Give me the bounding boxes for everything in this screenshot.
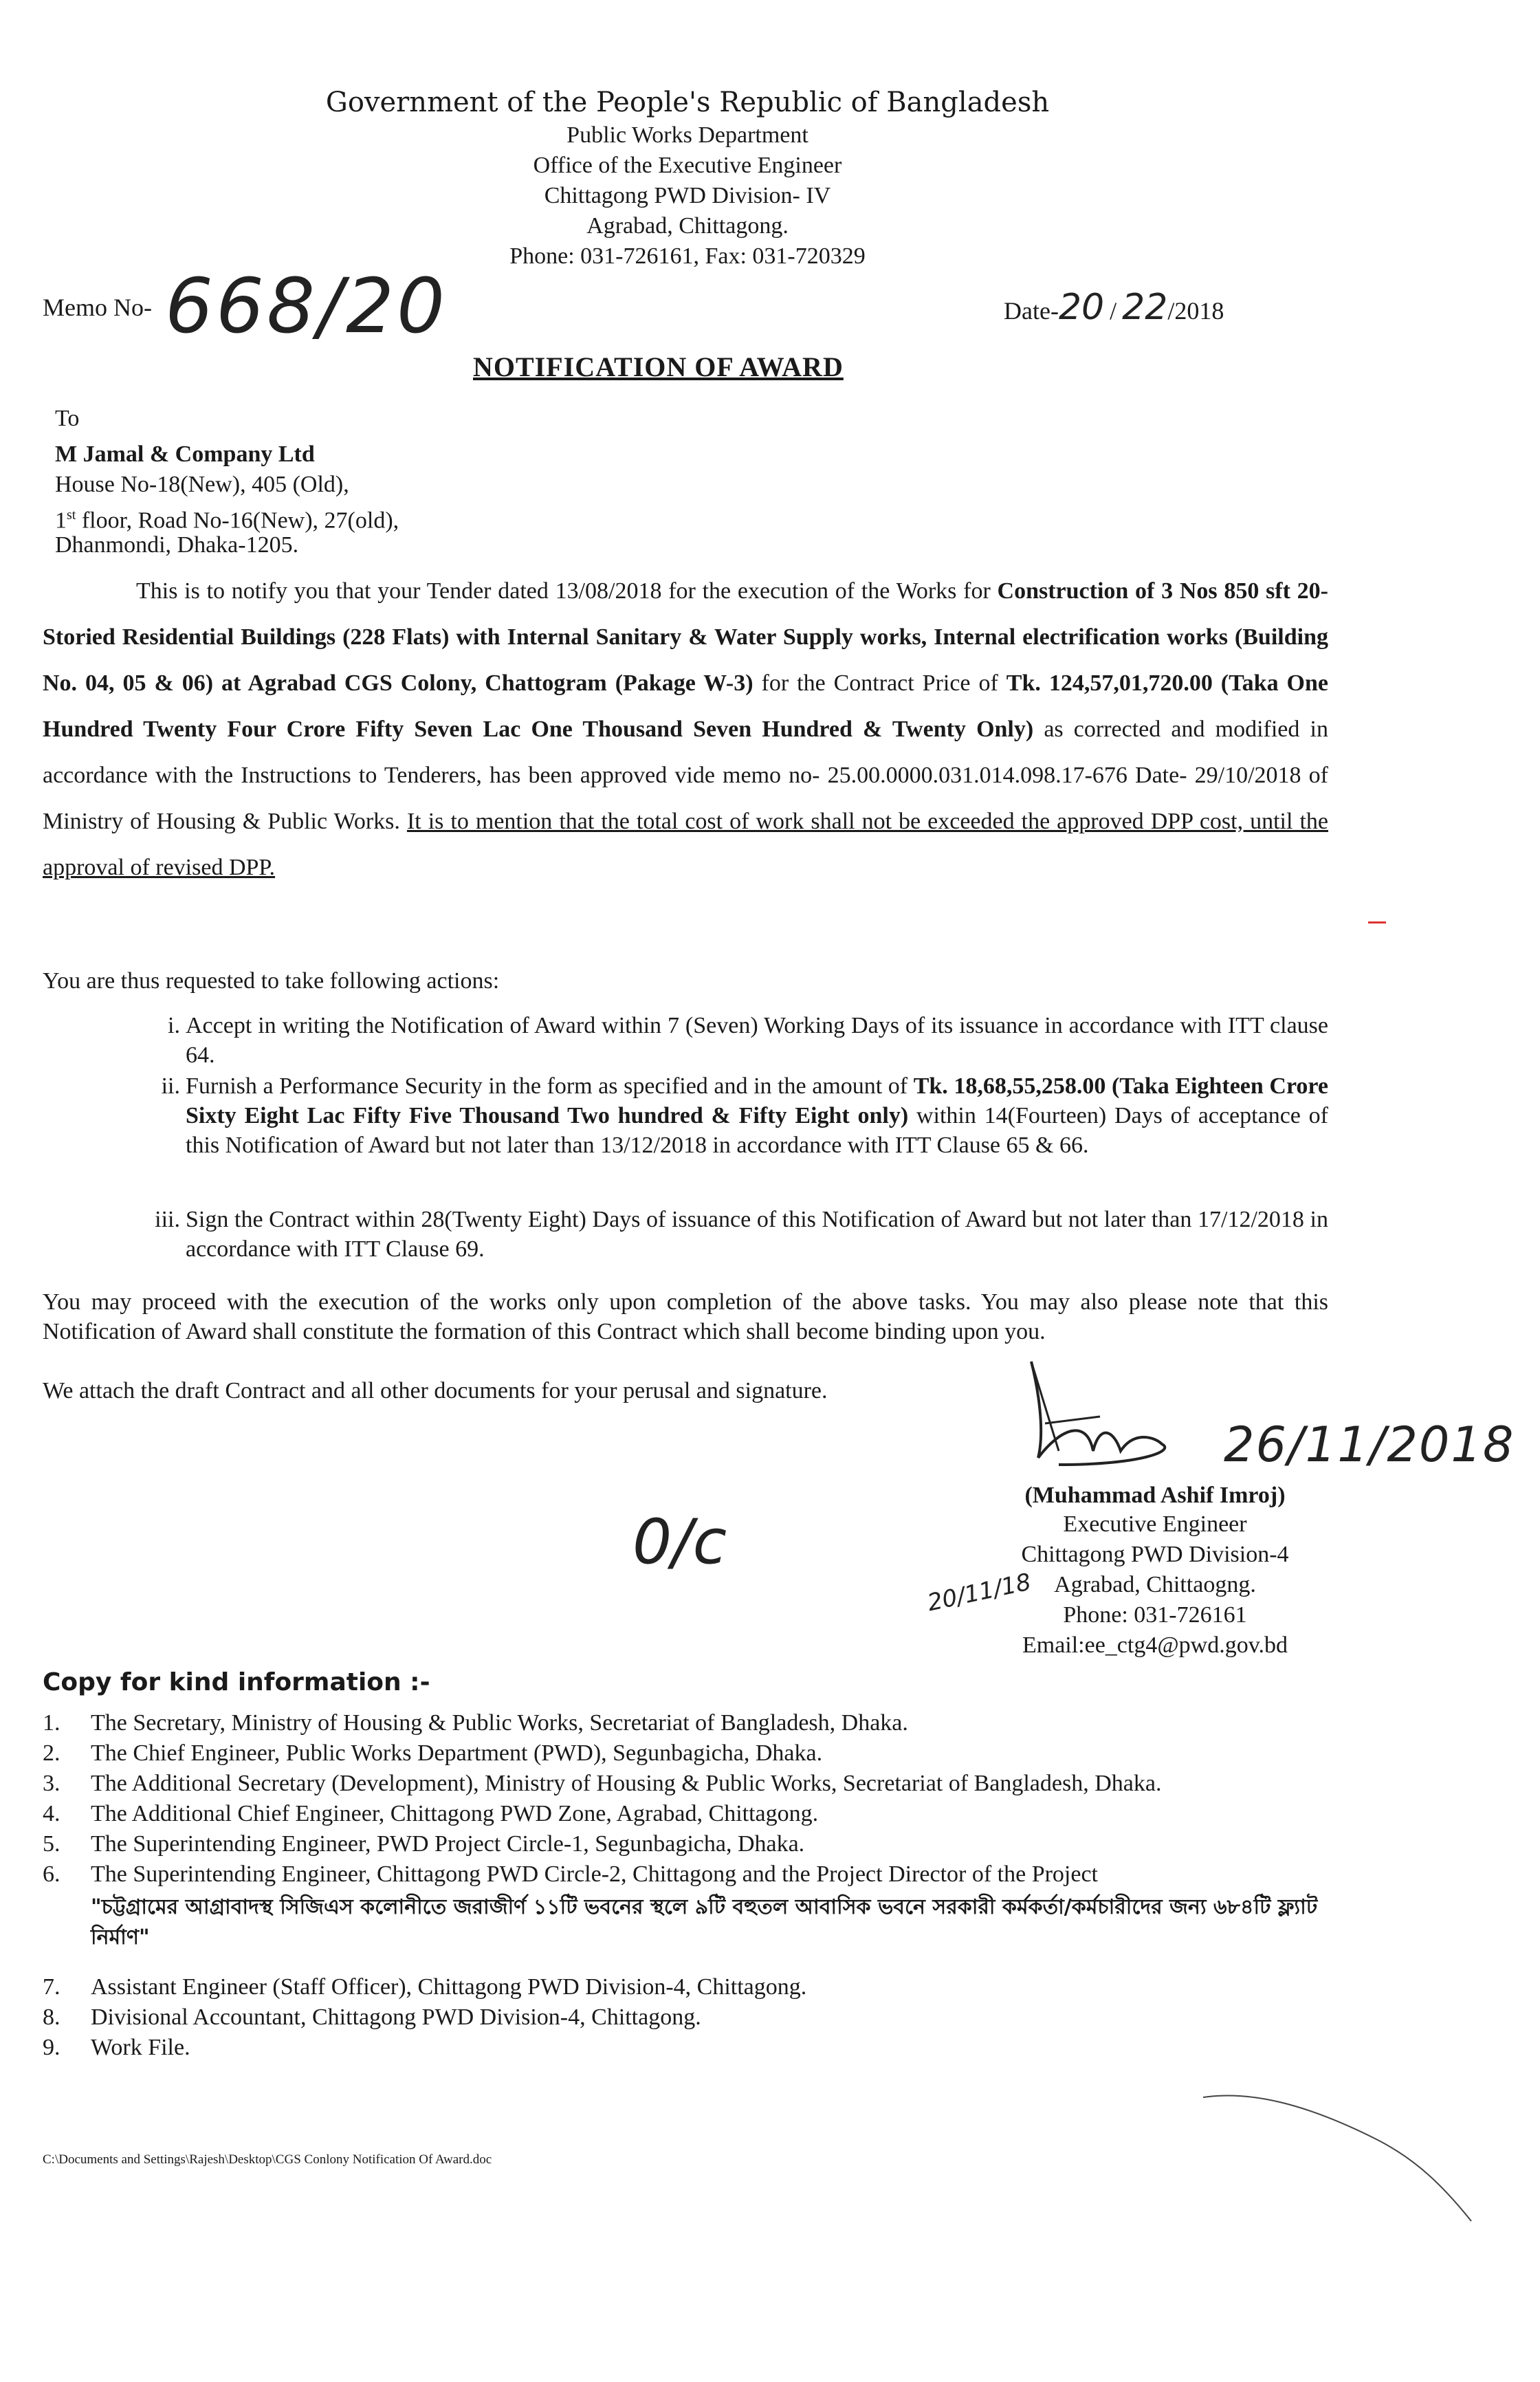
pen-stroke-mark [1196,2077,1485,2228]
action-iii-text: Sign the Contract within 28(Twenty Eight) Days of issuance of this Notification of Award but not later than 17/12/2018 in accordance with ITT Clause 69. [186,1207,1328,1262]
signatory-name: (Muhammad Ashif Imroj) [1024,1483,1286,1508]
header-department: Public Works Department [566,122,808,148]
date-label: Date- [1004,297,1059,325]
memo-label: Memo No- [43,294,152,321]
copy-item: 3. The Additional Secretary (Development), Ministry of Housing & Public Works, Secretariat of Bangladesh, Dhaka. [43,1771,1162,1796]
copy-item: 8. Divisional Accountant, Chittagong PWD Division-4, Chittagong. [43,2004,701,2030]
header-government: Government of the People's Republic of Bangladesh [325,87,1050,118]
signature-date-handwritten: 26/11/2018 [1224,1417,1515,1473]
copy-item-bangla-project: "চট্টগ্রামের আগ্রাবাদস্থ সিজিএস কলোনীতে জরাজীর্ণ ১১টি ভবনের স্থলে ৯টি বহুতল আবাসিক ভবনে সরকারী কর্মকর্তা/কর্মচারীদের জন্য ৬৮৪টি ফ্ল্যাট নির্মাণ" [91,1895,1318,1949]
red-mark [1368,921,1386,924]
recipient-address-3: Dhanmondi, Dhaka-1205. [55,532,299,558]
document-title: NOTIFICATION OF AWARD [473,351,844,382]
paragraph-proceed: You may proceed with the execution of the works only upon completion of the above tasks. You may also please note that this Notification of Award shall constitute the formation of this Contract which shall become binding upon you. [43,1289,1328,1344]
header-division: Chittagong PWD Division- IV [544,183,831,208]
copy-item: 1. The Secretary, Ministry of Housing & Public Works, Secretariat of Bangladesh, Dhaka. [43,1710,908,1736]
action-ii-text: Furnish a Performance Security in the form as specified and in the amount of Tk. 18,68,55,258.00 (Taka Eighteen Crore Sixty Eight Lac Fifty Five Thousand Two hundred & Fifty Eight only) within 14(Fourteen) Days of acceptance of this Notification of Award but not later than 13/12/2018 in accordance with ITT Clause 65 & 66. [186,1073,1328,1158]
paragraph-actions-intro: You are thus requested to take following actions: [43,968,500,994]
copy-heading: Copy for kind information :- [43,1668,430,1696]
action-i-number: i. [168,1013,180,1038]
footer-file-path: C:\Documents and Settings\Rajesh\Desktop\CGS Conlony Notification Of Award.doc [43,2152,492,2167]
action-iii-number: iii. [155,1207,180,1232]
recipient-name: M Jamal & Company Ltd [55,441,315,467]
paragraph-award: This is to notify you that your Tender dated 13/08/2018 for the execution of the Works for Construction of 3 Nos 850 sft 20-Storied Residential Buildings (228 Flats) with Internal Sanitary & Water Supply works, Internal electrification works (Building No. 04, 05 & 06) at Agrabad CGS Colony, Chattogram (Pakage W-3) for the Contract Price of Tk. 124,57,01,720.00 (Taka One Hundred Twenty Four Crore Fifty Seven Lac One Thousand Seven Hundred & Twenty Only) as corrected and modified in accordance with the Instructions to Tenderers, has been approved vide memo no- 25.00.0000.031.014.098.17-676 Date- 29/10/2018 of Ministry of Housing & Public Works. It is to mention that the total cost of work shall not be exceeded the approved DPP cost, until the approval of revised DPP. [43,578,1329,880]
date-separator: / [1110,297,1117,325]
signatory-email: Email:ee_ctg4@pwd.gov.bd [1022,1632,1288,1658]
copy-item: 4. The Additional Chief Engineer, Chittagong PWD Zone, Agrabad, Chittagong. [43,1801,819,1826]
signatory-division: Chittagong PWD Division-4 [1021,1542,1289,1567]
action-ii-number: ii. [161,1073,180,1099]
recipient-address-1: House No-18(New), 405 (Old), [55,472,349,497]
signatory-phone: Phone: 031-726161 [1063,1602,1247,1628]
handwritten-mark: 0/c [632,1506,727,1578]
header-phone-fax: Phone: 031-726161, Fax: 031-720329 [509,243,866,269]
date-line [1004,287,1224,328]
header-office: Office of the Executive Engineer [533,153,842,178]
recipient-to: To [55,406,80,431]
signatory-title: Executive Engineer [1063,1511,1247,1537]
date-day-handwritten: 20 [1058,287,1105,328]
paragraph-attachments: We attach the draft Contract and all other documents for your perusal and signature. [43,1378,828,1403]
action-i-text: Accept in writing the Notification of Award within 7 (Seven) Working Days of its issuance in accordance with ITT clause 64. [186,1013,1328,1068]
initial-handwritten-note: 20/11/18 [925,1568,1034,1617]
copy-item: 2. The Chief Engineer, Public Works Department (PWD), Segunbagicha, Dhaka. [43,1740,823,1766]
date-month-handwritten: 22 [1122,287,1168,328]
copy-item: 5. The Superintending Engineer, PWD Project Circle-1, Segunbagicha, Dhaka. [43,1831,805,1857]
date-year: /2018 [1167,297,1224,325]
signatory-address: Agrabad, Chittaogng. [1054,1572,1256,1597]
recipient-address-2: 1st floor, Road No-16(New), 27(old), [55,507,399,534]
copy-item: 9. Work File. [43,2035,190,2060]
signature-scribble [1018,1348,1196,1478]
header-location: Agrabad, Chittagong. [586,213,789,239]
copy-item: 7. Assistant Engineer (Staff Officer), Chittagong PWD Division-4, Chittagong. [43,1974,807,2000]
memo-number-handwritten: 668/20 [165,262,448,350]
copy-item: 6. The Superintending Engineer, Chittagong PWD Circle-2, Chittagong and the Project Director of the Project [43,1861,1099,1887]
